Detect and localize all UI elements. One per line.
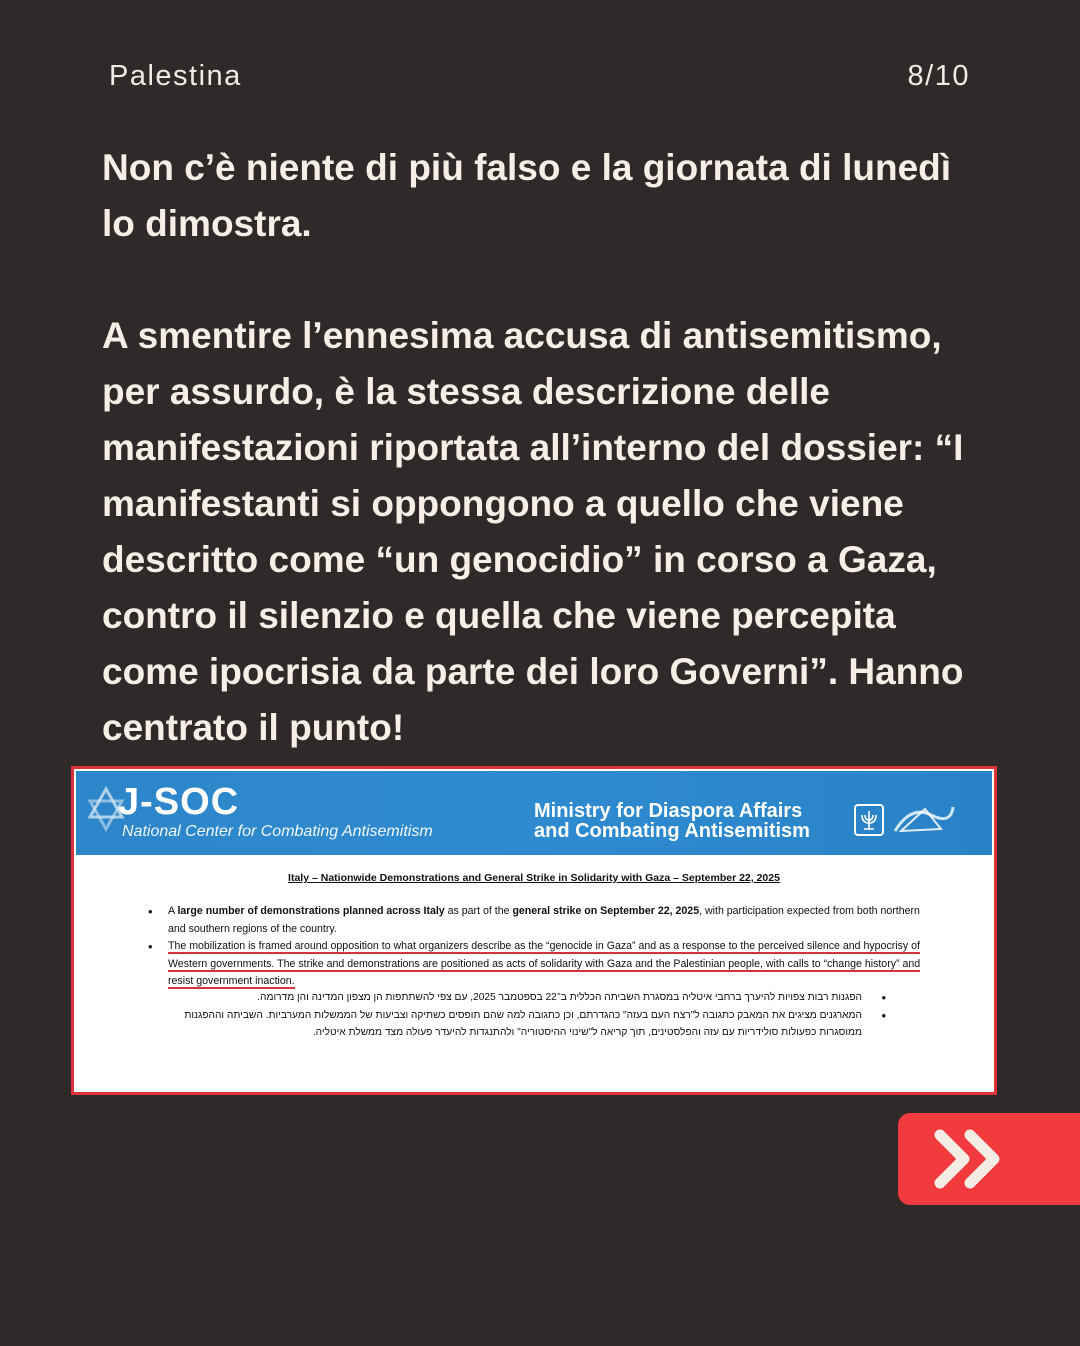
ministry-name	[534, 801, 810, 841]
list-item	[146, 903, 936, 938]
top-bar	[109, 60, 970, 93]
document-body	[74, 855, 994, 1092]
paragraph-1: Non c’è niente di più falso e la giornata di lunedì lo dimostra.	[102, 147, 952, 244]
diaspora-logo-icon	[891, 801, 957, 837]
double-chevron-right-icon	[934, 1127, 1006, 1191]
document-header	[76, 771, 992, 855]
paragraph-2: A smentire l’ennesima accusa di antisemitismo, per assurdo, è la stessa descrizione delle manifestazioni riportata all’interno del dossier: “I manifestanti si oppongono a quello che viene descritto come “un genocidio” in corso a Gaza, contro il silenzio e quella che viene percepita come ipocrisia da parte dei loro Governi”. Hanno centrato il punto!	[102, 315, 964, 748]
bullet-text: as part of the	[444, 905, 513, 917]
list-item: • המארגנים מציגים את המאבק כתגובה ל"רצח העם בעזה" כהגדרתם, וכן כתגובה למה שהם תופסים כשתיקה וצביעות של הממשלות המערביות. השביתה וההפגנות ממוסגרות כפעולות סולידריות עם עזה והפלסטינים, תוך קריאה ל"שינוי ההיסטוריה" ולהתנגדות להיעדר פעולה מצד ממשלת איטליה.	[148, 1007, 888, 1042]
jsoc-title: J-SOC	[118, 781, 240, 823]
menorah-emblem-icon	[852, 803, 886, 837]
bullet-text: A	[168, 905, 178, 917]
list-item: • הפגנות רבות צפויות להיערך ברחבי איטליה במסגרת השביתה הכללית ב־22 בספטמבר 2025, עם צפי להשתתפות הן מצפון המדינה והן מדרומה.	[148, 989, 888, 1007]
highlighted-text: The mobilization is framed around opposition to what organizers describe as the “genocide in Gaza” and as a response to the perceived silence and hypocrisy of Western governments. The strike and demonstrations are positioned as acts of solidarity with Gaza and the Palestinian people, with calls to “change history” and resist government inaction.	[168, 940, 921, 988]
bullet-bold: general strike on September 22, 2025	[512, 905, 700, 917]
page-counter: 8/10	[907, 60, 970, 92]
english-bullets	[146, 903, 936, 991]
document-screenshot	[71, 766, 997, 1095]
next-slide-button[interactable]	[898, 1113, 1080, 1205]
ministry-line-1: Ministry for Diaspora Affairs	[534, 800, 803, 822]
jsoc-subtitle: National Center for Combating Antisemitism	[122, 823, 433, 840]
main-text	[102, 140, 982, 756]
bullet-bold: large number of demonstrations planned across Italy	[177, 905, 445, 917]
list-item	[146, 938, 936, 991]
ministry-line-2: and Combating Antisemitism	[534, 820, 810, 842]
document-title: Italy – Nationwide Demonstrations and General Strike in Solidarity with Gaza – September 22, 2025	[288, 872, 780, 884]
hebrew-bullets	[148, 989, 888, 1042]
bullet-text: , with participation expected from both northern and southern regions of the country.	[168, 905, 920, 935]
section-label: Palestina	[109, 60, 242, 92]
